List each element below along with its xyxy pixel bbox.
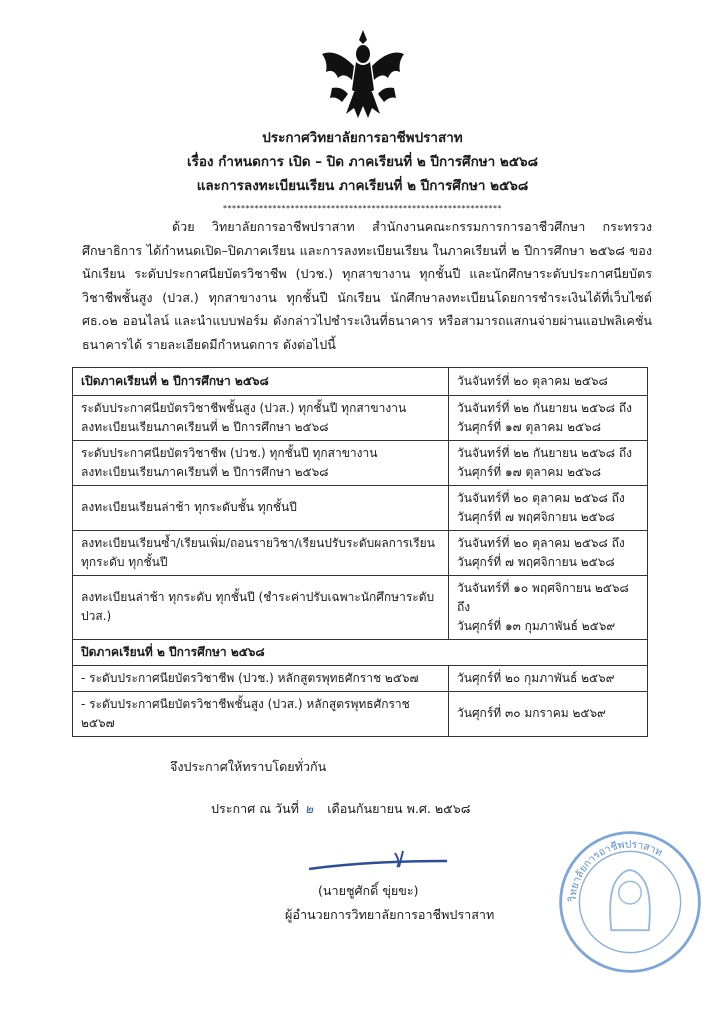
date-cell	[449, 530, 648, 575]
table-row	[73, 665, 648, 691]
date-cell	[449, 440, 648, 485]
item-cell: - ระดับประกาศนียบัตรวิชาชีพชั้นสูง (ปวส.) หลักสูตรพุทธศักราช ๒๕๖๗	[73, 691, 449, 736]
item-text: ลงทะเบียนล่าช้า ทุกระดับ ทุกชั้นปี (ชำระค่าปรับเฉพาะนักศึกษาระดับ ปวส.)	[81, 590, 435, 624]
date-cell: วันศุกร์ที่ ๒๐ กุมภาพันธ์ ๒๕๖๙	[449, 665, 648, 691]
table-row	[73, 485, 648, 530]
date-text: วันศุกร์ที่ ๑๗ ตุลาคม ๒๕๖๘	[457, 419, 601, 434]
table-row	[73, 367, 648, 395]
open-semester-label: เปิดภาคเรียนที่ ๒ ปีการศึกษา ๒๕๖๘	[73, 367, 449, 395]
item-text: ทุกระดับ ทุกชั้นปี	[81, 554, 168, 569]
date-text: วันศุกร์ที่ ๑๗ ตุลาคม ๒๕๖๘	[457, 464, 601, 479]
date-cell	[449, 395, 648, 440]
announcement-title: ประกาศวิทยาลัยการอาชีพปราสาท	[262, 130, 463, 146]
close-semester-label: ปิดภาคเรียนที่ ๒ ปีการศึกษา ๒๕๖๘	[73, 639, 648, 665]
table-row	[73, 395, 648, 440]
signature	[305, 847, 455, 877]
date-cell	[449, 575, 648, 639]
announce-suffix: เดือนกันยายน พ.ศ. ๒๕๖๘	[327, 800, 471, 816]
date-text: วันศุกร์ที่ ๗ พฤศจิกายน ๒๕๖๘	[457, 509, 615, 524]
date-text: วันจันทร์ที่ ๑๐ พฤศจิกายน ๒๕๖๘ ถึง	[457, 580, 629, 614]
table-row	[73, 440, 648, 485]
date-cell: วันศุกร์ที่ ๓๐ มกราคม ๒๕๖๙	[449, 691, 648, 736]
svg-text:วิทยาลัยการอาชีพปราสาท	[567, 838, 665, 902]
subject-line: เรื่อง กำหนดการ เปิด – ปิด ภาคเรียนที่ ๒ ปีการศึกษา ๒๕๖๘	[186, 154, 539, 170]
item-text: ระดับประกาศนียบัตรวิชาชีพ (ปวช.) ทุกชั้นปี ทุกสาขางาน	[81, 445, 378, 460]
subject-line-2: และการลงทะเบียนเรียน ภาคเรียนที่ ๒ ปีการศึกษา ๒๕๖๘	[196, 178, 529, 194]
item-cell	[73, 440, 449, 485]
table-row	[73, 639, 648, 665]
item-cell	[73, 395, 449, 440]
official-stamp	[555, 827, 705, 977]
signer-name: (นายชูศักดิ์ ขุ่ยขะ)	[318, 882, 419, 898]
item-cell: - ระดับประกาศนียบัตรวิชาชีพ (ปวช.) หลักสูตรพุทธศักราช ๒๕๖๗	[73, 665, 449, 691]
open-semester-date: วันจันทร์ที่ ๒๐ ตุลาคม ๒๕๖๘	[449, 367, 648, 395]
announce-prefix: ประกาศ ณ วันที่	[211, 800, 299, 816]
item-text: ลงทะเบียนเรียนภาคเรียนที่ ๒ ปีการศึกษา ๒๕๖๘	[81, 419, 329, 434]
item-cell	[73, 575, 449, 639]
signer-title: ผู้อำนวยการวิทยาลัยการอาชีพปราสาท	[285, 906, 495, 922]
date-text: วันจันทร์ที่ ๒๐ ตุลาคม ๒๕๖๘ ถึง	[457, 535, 625, 550]
schedule-table	[72, 367, 648, 737]
item-cell	[73, 530, 449, 575]
footer	[0, 757, 725, 957]
item-text: ลงทะเบียนเรียนซ้ำ/เรียนเพิ่ม/ถอนรายวิชา/เรียนปรับระดับผลการเรียน	[81, 535, 435, 550]
body-paragraph	[82, 215, 652, 357]
date-cell	[449, 485, 648, 530]
body-text: ด้วย วิทยาลัยการอาชีพปราสาท สำนักงานคณะกรรมการการอาชีวศึกษา กระทรวงศึกษาธิการ ได้กำหนดเปิด–ปิดภาคเรียน และการลงทะเบียนเรียน ในภาคเรียนที่ ๒ ปีการศึกษา ๒๕๖๘ ของนักเรียน ระดับประกาศนียบัตรวิชาชีพ (ปวช.) ทุกสาขางาน ทุกชั้นปี และนักศึกษาระดับประกาศนียบัตรวิชาชีพชั้นสูง (ปวส.) ทุกสาขางาน ทุกชั้นปี นักเรียน นักศึกษาลงทะเบียนโดยการชำระเงินได้ที่เว็บไซต์ ศธ.๐๒ ออนไลน์ และนำแบบฟอร์ม ดังกล่าวไปชำระเงินที่ธนาคาร หรือสามารถแสกนจ่ายผ่านแอปพลิเคชั่นธนาคารได้ รายละเอียดมีกำหนดการ ดังต่อไปนี้	[82, 219, 652, 352]
signature-block	[0, 837, 725, 957]
table-row	[73, 691, 648, 736]
table-row	[73, 575, 648, 639]
date-text: วันศุกร์ที่ ๗ พฤศจิกายน ๒๕๖๘	[457, 554, 615, 569]
item-cell	[73, 485, 449, 530]
date-text: วันจันทร์ที่ ๒๒ กันยายน ๒๕๖๘ ถึง	[457, 445, 632, 460]
date-text: วันศุกร์ที่ ๑๓ กุมภาพันธ์ ๒๕๖๙	[457, 618, 616, 633]
announce-day-handwritten: ๒	[304, 800, 314, 816]
date-text: วันจันทร์ที่ ๒๐ ตุลาคม ๒๕๖๘ ถึง	[457, 490, 625, 505]
closing-statement: จึงประกาศให้ทราบโดยทั่วกัน	[170, 758, 327, 774]
separator: **************************************************************	[223, 204, 502, 213]
item-text: ระดับประกาศนียบัตรวิชาชีพชั้นสูง (ปวส.) ทุกชั้นปี ทุกสาขางาน	[81, 400, 407, 415]
stamp-text: วิทยาลัยการอาชีพปราสาท	[566, 838, 665, 902]
date-text: วันจันทร์ที่ ๒๒ กันยายน ๒๕๖๘ ถึง	[457, 400, 632, 415]
garuda-emblem-icon	[318, 28, 408, 120]
item-text: ลงทะเบียนเรียนล่าช้า ทุกระดับชั้น ทุกชั้นปี	[81, 500, 297, 515]
item-text: ลงทะเบียนเรียนภาคเรียนที่ ๒ ปีการศึกษา ๒๕๖๘	[81, 464, 329, 479]
announce-date	[211, 799, 725, 819]
table-row	[73, 530, 648, 575]
